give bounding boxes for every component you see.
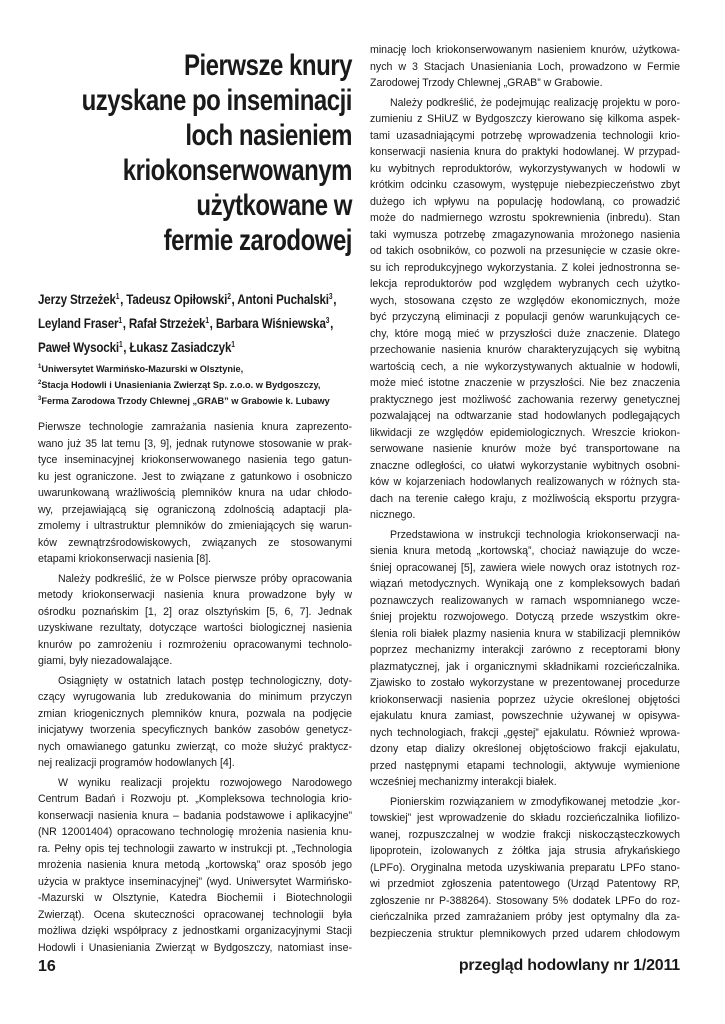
author-separator: , (231, 291, 238, 307)
text-line: Zjawisko to zostało wykorzystane w prezentowanej procedurze (370, 677, 680, 689)
author-name: Jerzy Strzeżek (38, 291, 116, 307)
text-line: wanej, rozpuszczalnej w wodzie frakcji niskocząsteczkowych (370, 828, 680, 841)
text-line: może do nadmiernego wzrostu spokrewnienia (inbredu). Stan (370, 212, 680, 224)
author-name: Leyland Fraser (38, 315, 119, 331)
text-line: taki wymusza potrzebę zmagazynowania mrożonego nasienia (370, 228, 680, 241)
author (38, 339, 129, 355)
author-name: Tadeusz Opiłowski (126, 291, 228, 307)
author (237, 291, 336, 307)
text-line: chy, które mogą mieć w przyszłości duże znaczenie. Dlatego (370, 327, 680, 340)
text-line: przed następnymi etapami technologii, aktywuje wymienione (370, 759, 680, 772)
text-line: konserwacji nasienia knura – badania podstawowe i aplikacyjne” (38, 809, 352, 822)
text-line: ków w kojarzeniach hodowlanych realizowanych w różnych sta- (370, 476, 680, 488)
author (126, 291, 237, 307)
text-line: plazmatycznej, jak i organicznymi składnikami rozcieńczalnika. (370, 660, 680, 673)
text-line: krótkim odcinku czasowym, występuje niebezpieczeństwo zbyt (370, 179, 680, 191)
paragraph (370, 527, 680, 791)
text-line: bezpieczenia struktur plemnikowych przed udarem chłodowym (370, 927, 680, 940)
text-line: ra. Pełny opis tej technologii zawarto w instrukcji pt. „Technologia (38, 842, 352, 855)
text-line: wcześniej mechanizmy interakcji białek. (370, 776, 557, 788)
text-line: Pionierskim rozwiązaniem w zmodyfikowanej metodzie „kor- (390, 795, 680, 808)
text-line: wiązań metodycznych. Wynikają one z kompleksowych badań (370, 578, 680, 590)
author-separator: , (330, 315, 334, 331)
affiliation-text: Uniwersytet Warmińsko-Mazurski w Olsztynie, (41, 364, 244, 374)
text-line: etapami kriokonserwacji nasienia [8]. (38, 553, 212, 565)
right-column (370, 42, 680, 945)
text-line: su ich reprodukcyjnego wykorzystania. Z kolei jednostronna se- (370, 261, 680, 274)
text-line: ślenia roli białek plazmy nasienia knura w stabilizacji plemników (370, 627, 680, 640)
author (129, 315, 216, 331)
affiliation (38, 393, 368, 409)
text-line: zmolemy i ultrastruktur plemników do zmieniających się warun- (38, 520, 352, 532)
text-line: kriokonserwacji nasienia poprzez użycie określonej objętości (370, 693, 680, 706)
text-line: praktycznego jest możliwość zachowania rezerwy genetycznej (370, 393, 680, 406)
text-line: dach na terenie całego kraju, z możliwością eksportu przygra- (370, 492, 680, 505)
affiliation-marker: 2 (38, 380, 42, 386)
text-line: wano już 35 lat temu [3, 9], jednak rutynowe stosowanie w prak- (38, 437, 352, 450)
author-separator: , (333, 291, 337, 307)
affiliation-marker: 1 (231, 340, 235, 349)
affiliation-marker: 1 (118, 316, 122, 325)
text-line: być przyczyną eliminacji z populacji genów warunkujących ce- (370, 311, 680, 323)
title-line: uzyskane po inseminacji (81, 84, 352, 117)
paragraph (38, 775, 352, 957)
text-line: ków zewnątrzśrodowiskowych, związanych ze stosowanymi (38, 536, 352, 549)
text-line: Osiągnięty w ostatnich latach postęp technologiczny, doty- (58, 674, 352, 687)
text-line: Należy podkreślić, że podejmując realizację projektu w poro- (390, 96, 680, 109)
affiliation (38, 377, 368, 393)
text-line: likwidacji ze względów epidemiologicznych. Wreszcie kriokon- (370, 426, 680, 439)
text-line: Centrum Badań i Rozwoju pt. „Kompleksowa technologia krio- (38, 793, 352, 805)
text-line: serwowane nasienie knurów może być transportowane na (370, 443, 680, 455)
text-line: towskiej” jest wprowadzenie do składu rozcieńczalnika liofilizo- (370, 812, 680, 824)
text-line: czący wyrugowania lub zredukowania do minimum przyczyn (38, 691, 352, 703)
author-separator: , (120, 291, 127, 307)
paragraph (370, 42, 680, 92)
text-line: nych technologiach, frakcji „gęstej” ejakulatu. Również wprowa- (370, 726, 680, 739)
text-line: zgłoszenie nr P-388264). Stosowany 5% dodatek LPFo do roz- (370, 894, 680, 907)
title-line: loch nasieniem (185, 119, 352, 152)
author-line (38, 311, 334, 335)
title-line: fermie zarodowej (163, 224, 352, 257)
text-line: zumieniu z SHiUZ w Bydgoszczy kierowano się kilkoma aspek- (370, 113, 680, 125)
text-line: minację loch kriokonserwowanym nasieniem knurów, użytkowa- (370, 44, 680, 56)
affiliation (38, 361, 368, 377)
text-line: (LPFo). Oryginalna metoda uzyskiwania preparatu LPFo stano- (370, 861, 680, 874)
paragraph (370, 95, 680, 524)
author (38, 291, 126, 307)
text-line: Zarodowej Trzody Chlewnej „GRAB” w Grabowie. (370, 77, 603, 89)
text-line: możliwa dzięki współpracy z jednostkami organizacyjnymi Stacji (38, 925, 352, 937)
left-column (38, 419, 352, 959)
affiliations (38, 361, 368, 409)
author (38, 315, 129, 331)
text-line: nych omawianego gatunku zwierząt, co może służyć praktycz- (38, 740, 352, 753)
text-line: Hodowli i Unasieniania Zwierząt w Bydgoszczy, natomiast inse- (38, 941, 352, 954)
text-line: poznawczych realizowanych w ramach wspomnianego wcze- (370, 594, 680, 607)
text-line: Pierwsze technologie zamrażania nasienia knura zaprezento- (38, 421, 352, 433)
text-line: cieńczalnika przed zamrażaniem próby jest optymalny dla za- (370, 911, 680, 923)
author-name: Barbara Wiśniewska (215, 315, 326, 331)
title-line: Pierwsze knury (183, 49, 352, 82)
text-line: użycia w praktyce inseminacyjnej” (wyd. Uniwersytet Warmińsko- (38, 875, 352, 888)
author (129, 339, 235, 355)
author-line (38, 287, 337, 311)
text-line: sienia knura metodą „kortowską”, chociaż nawiązuje do wcze- (370, 545, 680, 557)
text-line: zmian kriogenicznych plemników knura, pozwala na podjęcie (38, 707, 352, 720)
text-line: uzyskiwane rezultaty, dotyczące wartości biologicznej nasienia (38, 622, 352, 634)
article-title (0, 48, 352, 258)
text-line: lekcja reproduktorów pod względem wybranych cech użytko- (370, 278, 680, 290)
text-line: może mieć istotne znaczenie w przyszłości. Nie bez znaczenia (370, 377, 680, 389)
journal-issue: przegląd hodowlany nr 1/2011 (458, 957, 680, 974)
affiliation-marker: 1 (115, 292, 120, 301)
affiliation-marker: 2 (227, 292, 231, 301)
text-line: tyce inseminacyjnej kriokonserwowanego nasienia tego gatun- (38, 454, 352, 466)
text-line: wych, stosowana często ze względów ekonomicznych, może (370, 294, 680, 307)
author-separator: , (122, 315, 129, 331)
affiliation-text: Ferma Zarodowa Trzody Chlewnej „GRAB” w Grabowie k. Lubawy (41, 396, 330, 406)
text-line: ośrodku poznańskim [1, 2] oraz olsztyńskim [5, 6, 7]. Jednak (38, 605, 352, 618)
text-line: knurów po zamrożeniu i rozmrożeniu opracowanymi technolo- (38, 638, 352, 651)
author-name: Antoni Puchalski (237, 291, 329, 307)
text-line: lipoprotein, izolowanych z żółtka jaja strusia afrykańskiego (370, 845, 680, 857)
text-line: pozwalającej na odtwarzanie stad hodowlanych podlegających (370, 410, 680, 422)
affiliation-marker: 1 (205, 316, 209, 325)
text-line: uwarunkowaną wrażliwością plemników knura na udar chłodo- (38, 487, 352, 499)
text-line: od takich osobników, co pozwoli na przesunięcie w czasie okre- (370, 245, 680, 257)
text-line: śniej projektu rozwojowego. Dotyczą przede wszystkim okre- (370, 611, 680, 623)
title-line: kriokonserwowanym (122, 154, 352, 187)
text-line: (NR 12001404) opracowano technologię mrożenia nasienia knu- (38, 826, 352, 838)
affiliation-marker: 3 (325, 316, 330, 325)
text-line: konserwacji nasienia knura do praktyki hodowlanej. W przypad- (370, 146, 680, 158)
text-line: Przedstawiona w instrukcji technologia kriokonserwacji na- (390, 528, 680, 541)
text-line: wi przedmiot zgłoszenia patentowego (Urząd Patentowy RP, (370, 878, 680, 890)
text-line: tami uzasadniającymi potrzebę wprowadzenia technologii krio- (370, 129, 680, 142)
text-line: wy, przejawiającą się ograniczoną zdolnością adaptacji pla- (38, 503, 352, 516)
text-line: ku wybitnych reproduktorów, wykorzystywanych w hodowli w (370, 162, 680, 175)
text-line: nych w 3 Stacjach Unasieniania Loch, prowadzono w Fermie (370, 60, 680, 73)
text-line: dużego ich wpływu na populację hodowlaną, co prowadzić (370, 195, 680, 208)
text-line: Zwierząt). Ocena skuteczności opracowanej technologii była (38, 908, 352, 921)
text-line: przechowanie nasienia knurów charakteryzujących się wybitną (370, 344, 680, 356)
affiliation-marker: 3 (38, 396, 42, 402)
author (216, 315, 333, 331)
paragraph (38, 571, 352, 670)
text-line: znaczne odległości, co ułatwi wykorzystanie wybitnych osobni- (370, 459, 680, 472)
text-line: ku jest ograniczone. Jest to związane z gatunkowo i osobniczo (38, 470, 352, 483)
text-line: mrożenia nasienia knura metodą „kortowską” oraz sposób jego (38, 859, 352, 871)
author-separator: , (209, 315, 216, 331)
text-line: wartością cech, a nie wykorzystywanych aktualnie w hodowli, (370, 360, 680, 373)
text-line: ejakulatu knura zamiast, powszechnie używanej w opisywa- (370, 710, 680, 722)
paragraph (38, 419, 352, 568)
text-line: nicznego. (370, 509, 416, 521)
author-name: Łukasz Zasiadczyk (129, 339, 232, 355)
page-number: 16 (38, 958, 56, 975)
author-line (38, 335, 299, 359)
text-line: dzony etap dializy określonej objętościowo frakcji ejakulatu, (370, 743, 680, 755)
paragraph (38, 673, 352, 772)
text-line: nej realizacji programów hodowlanych [4]. (38, 757, 235, 769)
title-line: użytkowane w (196, 189, 352, 222)
text-line: metody kriokonserwacji nasienia knura prowadzone były w (38, 589, 352, 601)
text-line: inicjatywy tworzenia specyficznych banków zasobów genetycz- (38, 724, 352, 736)
text-line: poprzez mechanizmy interakcji zarówno z receptorami błony (370, 644, 680, 656)
text-line: W wyniku realizacji projektu rozwojowego Narodowego (58, 776, 352, 789)
affiliation-marker: 1 (38, 364, 42, 370)
affiliation-marker: 3 (328, 292, 333, 301)
author-separator: , (123, 339, 130, 355)
author-name: Rafał Strzeżek (128, 315, 206, 331)
author-list (38, 287, 352, 359)
paragraph (370, 794, 680, 943)
affiliation-marker: 1 (118, 340, 123, 349)
text-line: Należy podkreślić, że w Polsce pierwsze próby opracowania (58, 572, 352, 585)
text-line: giami, były niezadowalające. (38, 655, 173, 667)
affiliation-text: Stacja Hodowli i Unasieniania Zwierząt Sp. z.o.o. w Bydgoszczy, (41, 380, 321, 390)
author-name: Paweł Wysocki (38, 339, 119, 355)
text-line: -Mazurski w Olsztynie, Katedra Biochemii i Biotechnologii (38, 892, 352, 904)
text-line: śniej opracowanej [5], zawiera wiele nowych oraz istotnych roz- (370, 561, 680, 574)
